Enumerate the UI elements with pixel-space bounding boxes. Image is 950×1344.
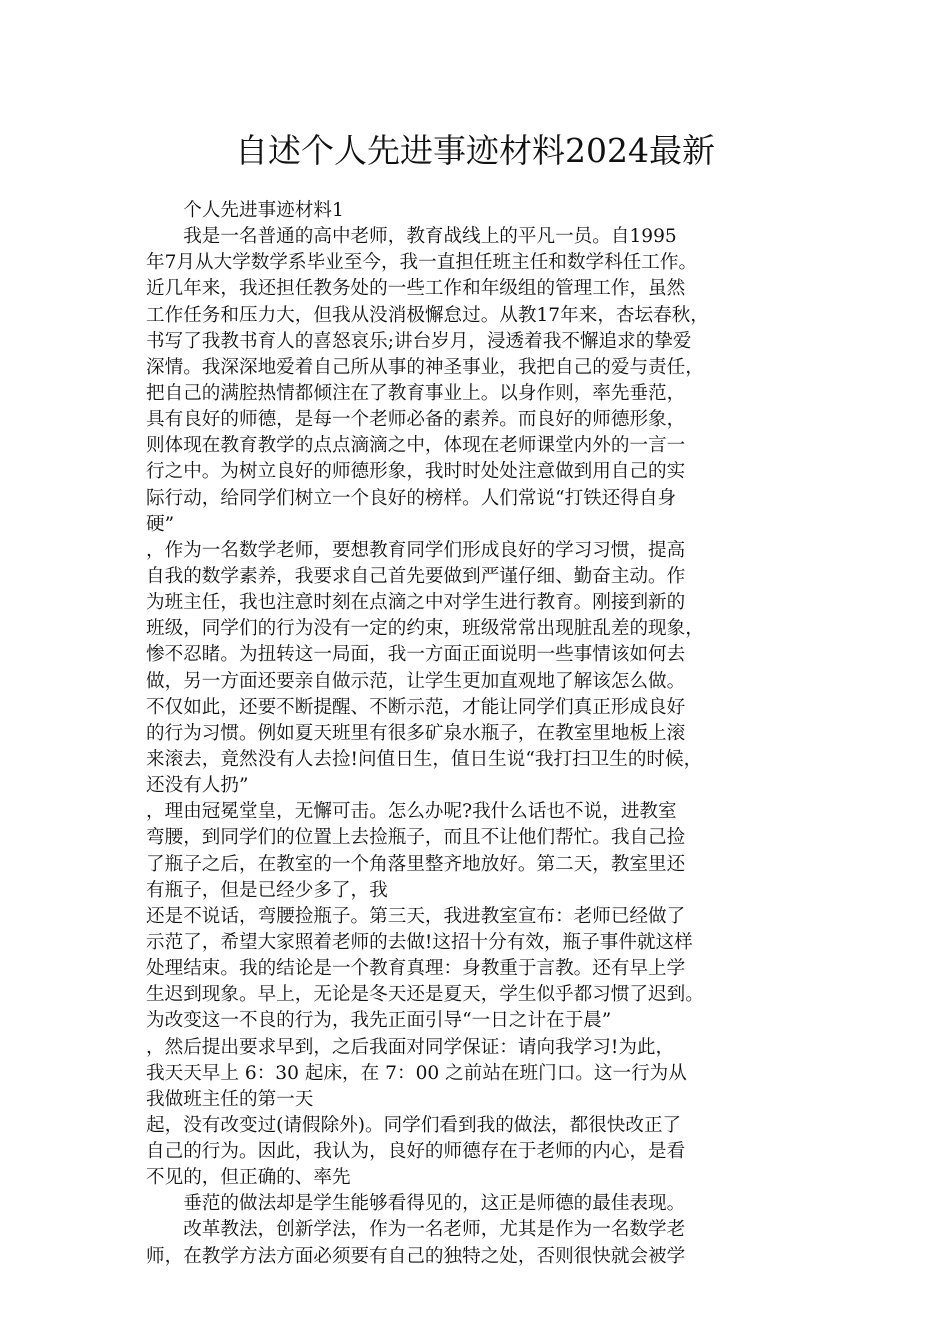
text-line: 师，在教学方法方面必须要有自己的独特之处，否则很快就会被学	[146, 1245, 686, 1267]
text-line: 垂范的做法却是学生能够看得见的，这正是师德的最佳表现。	[146, 1193, 686, 1215]
text-line: ，理由冠冕堂皇，无懈可击。怎么办呢?我什么话也不说，进教室	[146, 801, 677, 823]
text-line: 为班主任，我也注意时刻在点滴之中对学生进行教育。刚接到新的	[146, 592, 686, 614]
text-line: 具有良好的师德，是每一个老师必备的素养。而良好的师德形象，	[146, 409, 686, 431]
text-line: 不仅如此，还要不断提醒、不断示范，才能让同学们真正形成良好	[146, 696, 686, 718]
text-line: 了瓶子之后，在教室的一个角落里整齐地放好。第二天，教室里还	[146, 853, 686, 875]
text-line: 处理结束。我的结论是一个教育真理：身教重于言教。还有早上学	[146, 958, 686, 980]
text-line: 还是不说话，弯腰捡瓶子。第三天，我进教室宣布：老师已经做了	[146, 905, 686, 927]
document-title: 自述个人先进事迹材料2024最新	[235, 131, 715, 170]
text-line: 个人先进事迹材料1	[146, 200, 344, 221]
text-line: 来滚去，竟然没有人去捡!问值日生，值日生说“我打扫卫生的时候，	[146, 748, 703, 770]
text-line: 为改变这一不良的行为，我先正面引导“一日之计在于晨”	[146, 1010, 612, 1032]
text-line: ，作为一名数学老师，要想教育同学们形成良好的学习习惯，提高	[146, 539, 686, 561]
text-line: 惨不忍睹。为扭转这一局面，我一方面正面说明一些事情该如何去	[146, 644, 686, 666]
text-line: 班级，同学们的行为没有一定的约束，班级常常出现脏乱差的现象，	[146, 618, 704, 640]
text-line: 则体现在教育教学的点点滴滴之中，体现在老师课堂内外的一言一	[146, 435, 686, 457]
text-line: 弯腰，到同学们的位置上去捡瓶子，而且不让他们帮忙。我自己捡	[146, 827, 686, 849]
text-line: 做，另一方面还要亲自做示范，让学生更加直观地了解该怎么做。	[146, 670, 686, 692]
text-line: 还没有人扔”	[146, 775, 249, 797]
document-body	[146, 198, 826, 1270]
text-line: 自己的行为。因此，我认为，良好的师德存在于老师的内心，是看	[146, 1141, 686, 1163]
text-line: 际行动，给同学们树立一个良好的榜样。人们常说“打铁还得自身	[146, 487, 677, 509]
text-line: 示范了，希望大家照着老师的去做!这招十分有效，瓶子事件就这样	[146, 931, 693, 953]
text-line: 近几年来，我还担任教务处的一些工作和年级组的管理工作，虽然	[146, 278, 686, 300]
text-line: 把自己的满腔热情都倾注在了教育事业上。以身作则，率先垂范，	[146, 382, 686, 404]
text-line: ，然后提出要求早到，之后我面对同学保证：请向我学习!为此，	[146, 1036, 675, 1058]
text-line: 我做班主任的第一天	[146, 1088, 314, 1110]
text-line: 我天天早上 6：30 起床，在 7：00 之前站在班门口。这一行为从	[146, 1062, 687, 1084]
text-line: 改革教法，创新学法，作为一名老师，尤其是作为一名数学老	[146, 1219, 686, 1241]
text-line: 深情。我深深地爱着自己所从事的神圣事业，我把自己的爱与责任，	[146, 356, 704, 378]
text-line: 的行为习惯。例如夏天班里有很多矿泉水瓶子，在教室里地板上滚	[146, 722, 686, 744]
text-line: 年7月从大学数学系毕业至今，我一直担任班主任和数学科任工作。	[146, 252, 698, 274]
text-line: 有瓶子，但是已经少多了，我	[146, 879, 388, 901]
text-line: 不见的，但正确的、率先	[146, 1167, 351, 1189]
text-line: 起，没有改变过(请假除外)。同学们看到我的做法，都很快改正了	[146, 1114, 682, 1136]
text-line: 行之中。为树立良好的师德形象，我时时处处注意做到用自己的实	[146, 461, 686, 483]
text-line: 自我的数学素养，我要求自己首先要做到严谨仔细、勤奋主动。作	[146, 565, 686, 587]
text-line: 我是一名普通的高中老师，教育战线上的平凡一员。自1995	[146, 226, 677, 248]
text-line: 工作任务和压力大，但我从没消极懈怠过。从教17年来，杏坛春秋，	[146, 304, 709, 326]
text-line: 书写了我教书育人的喜怒哀乐;讲台岁月，浸透着我不懈追求的挚爱	[146, 330, 692, 352]
text-line: 生迟到现象。早上，无论是冬天还是夏天，学生似乎都习惯了迟到。	[146, 984, 704, 1006]
text-line: 硬”	[146, 513, 175, 535]
